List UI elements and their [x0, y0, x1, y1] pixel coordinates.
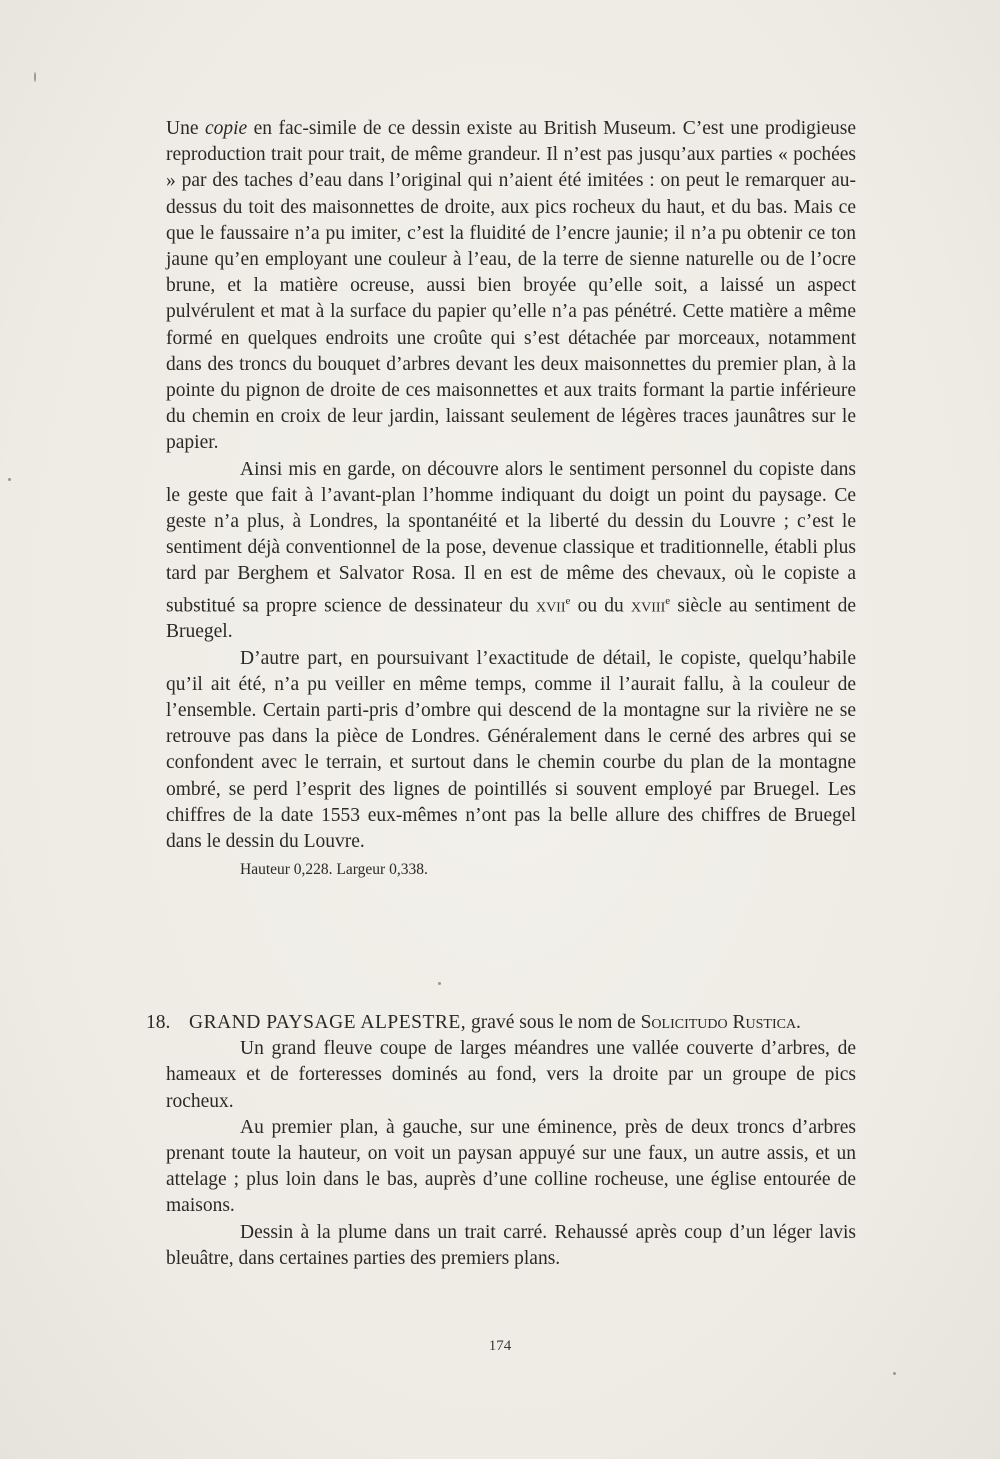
paragraph-text: Une	[166, 118, 205, 139]
paper-speck	[34, 72, 36, 82]
paragraph-text: siècle au sentiment de Bruegel.	[166, 595, 856, 643]
century-numeral: xvii	[535, 595, 566, 617]
engraving-name: Solicitudo Rustica.	[640, 1012, 801, 1033]
entry-body	[166, 1036, 856, 1272]
paragraph-technique: Dessin à la plume dans un trait carré. Rehaussé après coup d’un léger lavis bleuâtre, dans certaines parties des premiers plans.	[166, 1221, 856, 1269]
paragraph-color-detail: D’autre part, en poursuivant l’exactitude de détail, le copiste, quelqu’habile qu’il ait été, n’a pu veiller en même temps, comme il l’aurait fallu, à la couleur de l’ensemble. Certain parti-pris d’ombre qui descend de la montagne sur la rivière ne se retrouve pas dans la pièce de Londres. Généralement dans le cerné des arbres qui se confondent avec le terrain, et surtout dans le chemin courbe du plan de la montagne ombré, se perd l’esprit des lignes de pointillés si souvent employé par Bruegel. Les chiffres de la date 1553 eux-mêmes n’ont pas la belle allure des chiffres de Bruegel dans le dessin du Louvre.	[166, 647, 856, 852]
entry-number: 18.	[146, 1012, 171, 1033]
page-number: 174	[488, 1338, 512, 1354]
paragraph-text: ou du	[570, 595, 632, 617]
paragraph-copyist-gesture	[166, 457, 856, 646]
entry-subtitle: gravé sous le nom de	[466, 1012, 641, 1033]
superscript: e	[665, 594, 671, 607]
copy-discussion-section	[166, 116, 856, 881]
paragraph-foreground: Au premier plan, à gauche, sur une éminence, près de deux troncs d’arbres prenant toute la hauteur, on voit un paysan appuyé sur une faux, un autre assis, et un attelage ; plus loin dans le bas, auprès d’une colline rocheuse, une église entourée de maisons.	[166, 1116, 856, 1217]
paragraph-text: Ainsi mis en garde, on découvre alors le sentiment personnel du copiste dans le geste que fait à l’avant-plan l’homme indiquant du doigt un point du paysage. Ce geste n’a plus, à Londres, la spontanéité et la liberté du dessin du Louvre ; c’est le sentiment déjà conventionnel de la pose, devenue classique et traditionnelle, établi plus tard par Berghem et Salvator Rosa. Il en est de même des chevaux, où le copiste a substitué sa propre science de dessinateur du	[166, 458, 856, 617]
italic-word: copie	[204, 118, 248, 139]
catalogue-entry-18	[146, 1010, 856, 1272]
paper-speck	[8, 478, 11, 481]
dimensions-note: Hauteur 0,228. Largeur 0,338.	[240, 861, 428, 879]
paper-speck	[893, 1372, 896, 1375]
paragraph-description: Un grand fleuve coupe de larges méandres une vallée couverte d’arbres, de hameaux et de forteresses dominés au fond, vers la droite par un groupe de pics rocheux.	[166, 1038, 856, 1112]
entry-heading	[146, 1010, 856, 1036]
century-numeral: xviii	[631, 595, 666, 617]
paragraph-text: en fac-simile de ce dessin existe au British Museum. C’est une prodigieuse reproduction trait pour trait, de même grandeur. Il n’est pas jusqu’aux parties « pochées » par des taches d’eau dans l’original qui n’aient été imitées : on peut le remarquer au-dessus du toit des maisonnettes de droite, aux pics rocheux du haut, et du bas. Mais ce que le faussaire n’a pu imiter, c’est la fluidité de l’encre jaunie; il n’a pu obtenir ce ton jaune qu’en employant une couleur à l’eau, de la terre de sienne naturelle ou de l’ocre brune, et la matière ocreuse, aussi bien broyée qu’elle soit, a laissé un aspect pulvérulent et mat à la surface du papier qu’elle n’a pas pénétré. Cette matière a même formé en quelques endroits une croûte qui s’est détachée par morceaux, notamment dans des troncs du bouquet d’arbres devant les deux maisonnettes du premier plan, à la pointe du pignon de droite de ces maisonnettes et aux traits formant la partie inférieure du chemin en croix de leur jardin, laissant seulement de légères traces jaunâtres sur le papier.	[166, 118, 856, 454]
entry-title: GRAND PAYSAGE ALPESTRE,	[189, 1012, 467, 1033]
paper-speck	[438, 982, 441, 985]
paragraph-copy	[166, 116, 856, 457]
superscript: e	[565, 594, 571, 607]
